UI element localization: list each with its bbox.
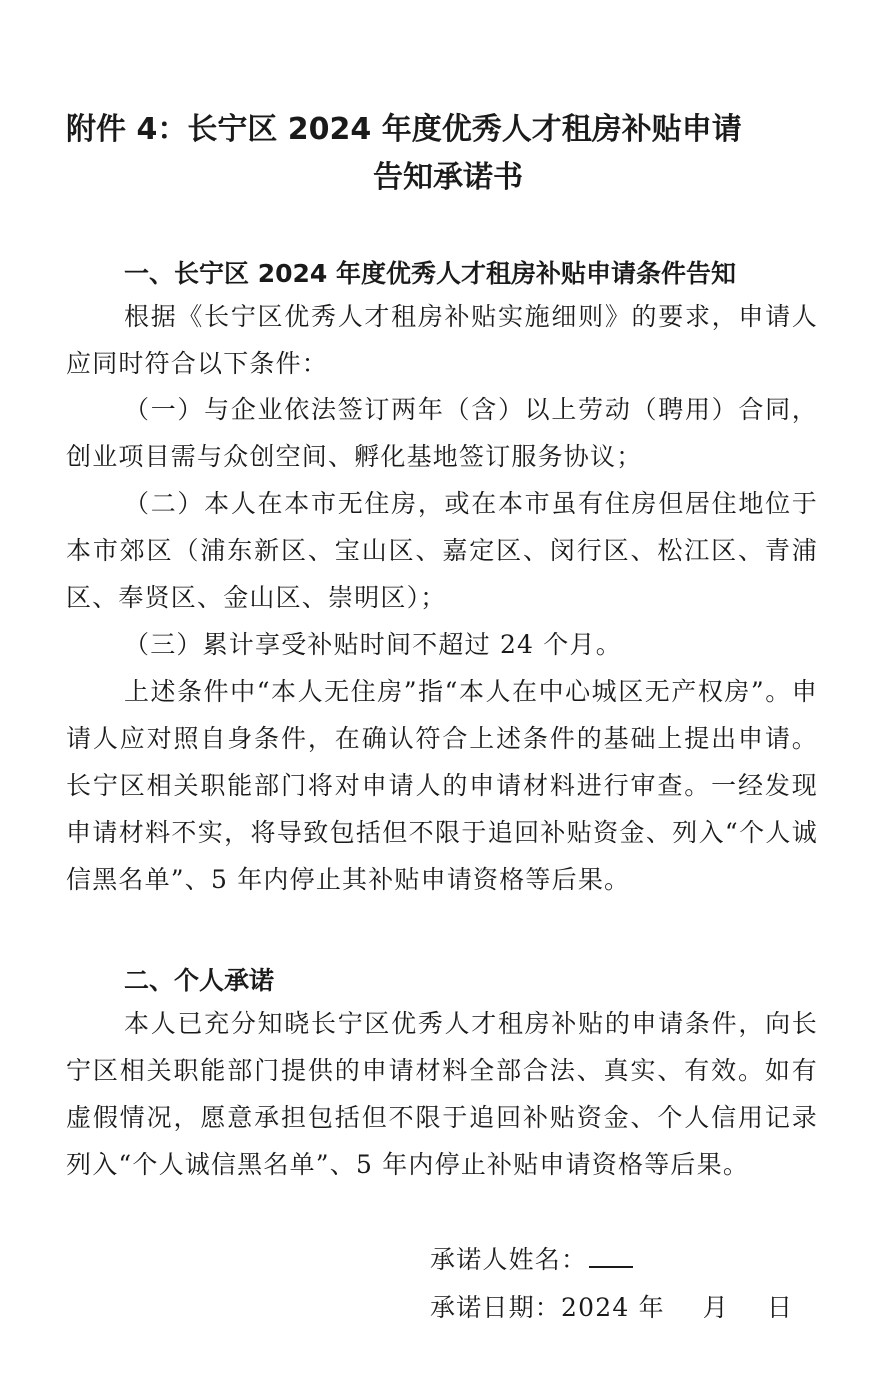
- document-title-line-2: 告知承诺书: [373, 160, 523, 195]
- condition-2: （二）本人在本市无住房，或在本市虽有住房但居住地位于本市郊区（浦东新区、宝山区、嘉定区、闵行区、松江区、青浦区、奉贤区、金山区、崇明区）；: [66, 489, 818, 612]
- section-2-heading: 二、个人承诺: [124, 966, 275, 995]
- section-1-heading: 一、长宁区 2024 年度优秀人才租房补贴申请条件告知: [124, 259, 736, 288]
- signature-date-year: 2024 年: [561, 1293, 665, 1322]
- signature-name-label: 承诺人姓名：: [430, 1245, 588, 1274]
- signature-date-label: 承诺日期：: [430, 1293, 562, 1322]
- signature-name-blank[interactable]: [589, 1244, 633, 1268]
- section-1-intro: 根据《长宁区优秀人才租房补贴实施细则》的要求，申请人应同时符合以下条件：: [66, 302, 818, 378]
- condition-1: （一）与企业依法签订两年（含）以上劳动（聘用）合同，创业项目需与众创空间、孵化基地签订服务协议；: [66, 395, 818, 471]
- signature-date-month: 月: [702, 1293, 729, 1322]
- signature-name-line: [430, 1240, 633, 1276]
- section-2-body: 本人已充分知晓长宁区优秀人才租房补贴的申请条件，向长宁区相关职能部门提供的申请材料全部合法、真实、有效。如有虚假情况，愿意承担包括但不限于追回补贴资金、个人信用记录列入“个人诚信黑名单”、5 年内停止补贴申请资格等后果。: [66, 1009, 818, 1179]
- condition-3: （三）累计享受补贴时间不超过 24 个月。: [124, 630, 622, 659]
- signature-date-line: [430, 1288, 793, 1324]
- section-1-note: 上述条件中“本人无住房”指“本人在中心城区无产权房”。申请人应对照自身条件，在确认符合上述条件的基础上提出申请。长宁区相关职能部门将对申请人的申请材料进行审查。一经发现申请材料不实，将导致包括但不限于追回补贴资金、列入“个人诚信黑名单”、5 年内停止其补贴申请资格等后果。: [66, 677, 818, 894]
- document-title-line-1: 附件 4：长宁区 2024 年度优秀人才租房补贴申请: [66, 112, 742, 147]
- signature-date-day: 日: [767, 1293, 794, 1322]
